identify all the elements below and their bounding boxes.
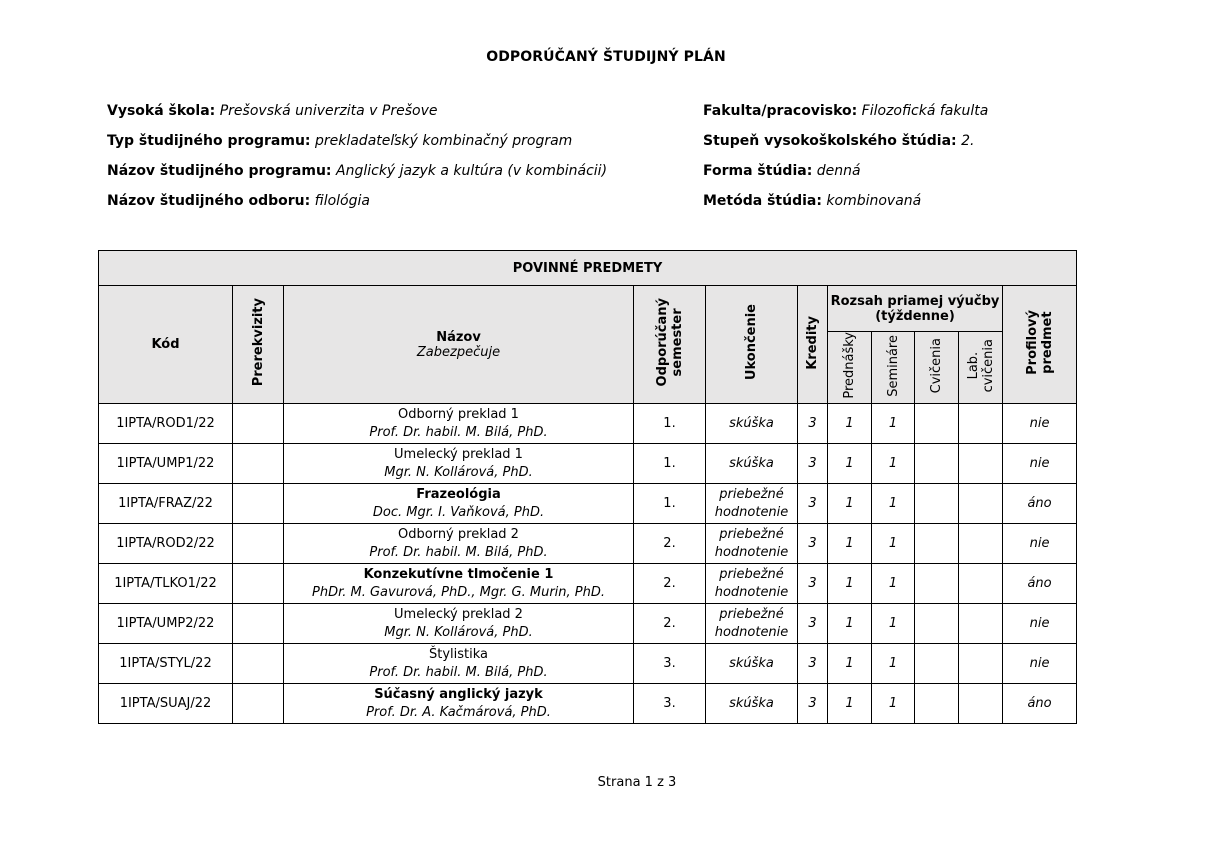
header-credits-label: Kredity (805, 315, 820, 370)
info-faculty (703, 100, 988, 130)
info-field (107, 190, 607, 220)
completion-line1: skúška (729, 455, 774, 471)
header-lab-line1: Lab. (965, 351, 981, 380)
table-row (99, 444, 1077, 484)
cell-semester: 1. (634, 404, 706, 444)
info-school (107, 100, 607, 130)
cell-profile: nie (1003, 604, 1077, 644)
header-name (284, 286, 634, 404)
course-name: Odborný preklad 1 (398, 406, 519, 422)
cell-seminars: 1 (872, 644, 915, 684)
cell-exercises (915, 644, 959, 684)
page-number: Strana 1 z 3 (597, 775, 677, 790)
cell-lectures: 1 (828, 524, 872, 564)
cell-credits: 3 (798, 484, 828, 524)
completion-line1: priebežné (719, 486, 784, 502)
cell-credits: 3 (798, 564, 828, 604)
completion-line2: hodnotenie (714, 624, 789, 640)
completion-line1: skúška (729, 695, 774, 711)
header-profile (1003, 286, 1077, 404)
cell-prereq (233, 604, 284, 644)
header-scope-line1: Rozsah priamej výučby (830, 293, 1000, 309)
cell-lectures: 1 (828, 444, 872, 484)
table-row (99, 684, 1077, 724)
cell-credits: 3 (798, 644, 828, 684)
cell-name (284, 484, 634, 524)
info-school-value: Prešovská univerzita v Prešove (219, 103, 438, 119)
info-form (703, 160, 988, 190)
cell-name (284, 444, 634, 484)
header-lab-label (966, 339, 996, 392)
cell-prereq (233, 444, 284, 484)
header-lectures-label: Prednášky (842, 332, 857, 399)
course-teacher: Doc. Mgr. I. Vaňková, PhD. (372, 504, 545, 520)
header-seminars-label: Semináre (885, 334, 901, 397)
table-row (99, 564, 1077, 604)
info-faculty-label: Fakulta/pracovisko: (703, 103, 858, 119)
cell-prereq (233, 684, 284, 724)
course-teacher: Mgr. N. Kollárová, PhD. (384, 624, 533, 640)
cell-completion (706, 404, 798, 444)
info-degree-label: Stupeň vysokoškolského štúdia: (703, 133, 957, 149)
cell-seminars: 1 (872, 484, 915, 524)
completion-line2: hodnotenie (714, 544, 789, 560)
completion-line2: hodnotenie (714, 504, 789, 520)
cell-name (284, 564, 634, 604)
info-degree (703, 130, 988, 160)
cell-lab (959, 404, 1003, 444)
info-right-column (703, 100, 988, 220)
cell-semester: 2. (634, 564, 706, 604)
info-field-label: Názov študijného odboru: (107, 193, 311, 209)
completion-line1: skúška (729, 415, 774, 431)
info-left-column (107, 100, 607, 220)
cell-credits: 3 (798, 604, 828, 644)
cell-exercises (915, 604, 959, 644)
cell-completion (706, 524, 798, 564)
info-method-value: kombinovaná (826, 193, 922, 209)
header-code: Kód (99, 286, 233, 404)
section-title: POVINNÉ PREDMETY (99, 251, 1077, 286)
cell-semester: 1. (634, 484, 706, 524)
cell-credits: 3 (798, 404, 828, 444)
cell-prereq (233, 644, 284, 684)
info-school-label: Vysoká škola: (107, 103, 216, 119)
info-field-value: filológia (314, 193, 370, 209)
cell-exercises (915, 524, 959, 564)
cell-seminars: 1 (872, 404, 915, 444)
info-degree-value: 2. (961, 133, 975, 149)
cell-prereq (233, 404, 284, 444)
cell-lab (959, 484, 1003, 524)
header-prereq (233, 286, 284, 404)
cell-code: 1IPTA/UMP2/22 (99, 604, 233, 644)
header-credits (798, 286, 828, 404)
cell-lab (959, 604, 1003, 644)
header-name-label: Názov (436, 329, 481, 345)
header-semester-line1: Odporúčaný (654, 298, 670, 387)
cell-lectures: 1 (828, 644, 872, 684)
header-scope (828, 286, 1003, 332)
info-method (703, 190, 988, 220)
cell-name (284, 684, 634, 724)
cell-seminars: 1 (872, 604, 915, 644)
cell-exercises (915, 404, 959, 444)
header-lab-line2: cvičenia (980, 338, 996, 393)
cell-semester: 2. (634, 524, 706, 564)
table-row (99, 644, 1077, 684)
course-name: Umelecký preklad 2 (394, 606, 523, 622)
cell-semester: 3. (634, 684, 706, 724)
table-row (99, 524, 1077, 564)
cell-profile: áno (1003, 564, 1077, 604)
cell-credits: 3 (798, 524, 828, 564)
info-form-value: denná (816, 163, 861, 179)
header-profile-line2: predmet (1039, 311, 1055, 374)
cell-prereq (233, 524, 284, 564)
header-semester-label (655, 298, 685, 386)
cell-name (284, 604, 634, 644)
cell-exercises (915, 684, 959, 724)
cell-lab (959, 684, 1003, 724)
cell-lab (959, 524, 1003, 564)
info-faculty-value: Filozofická fakulta (861, 103, 989, 119)
cell-semester: 2. (634, 604, 706, 644)
cell-profile: nie (1003, 524, 1077, 564)
cell-code: 1IPTA/TLKO1/22 (99, 564, 233, 604)
cell-seminars: 1 (872, 524, 915, 564)
header-name-sub: Zabezpečuje (416, 344, 501, 360)
header-completion (706, 286, 798, 404)
course-teacher: Prof. Dr. A. Kačmárová, PhD. (366, 704, 551, 720)
completion-line1: skúška (729, 655, 774, 671)
course-teacher: Prof. Dr. habil. M. Bilá, PhD. (369, 424, 548, 440)
course-teacher: PhDr. M. Gavurová, PhD., Mgr. G. Murin, PhD. (311, 584, 606, 600)
cell-code: 1IPTA/UMP1/22 (99, 444, 233, 484)
cell-semester: 3. (634, 644, 706, 684)
course-teacher: Prof. Dr. habil. M. Bilá, PhD. (369, 664, 548, 680)
course-name: Odborný preklad 2 (398, 526, 519, 542)
cell-name (284, 644, 634, 684)
header-semester (634, 286, 706, 404)
cell-exercises (915, 444, 959, 484)
cell-code: 1IPTA/ROD1/22 (99, 404, 233, 444)
header-profile-label (1025, 310, 1055, 375)
cell-profile: áno (1003, 484, 1077, 524)
cell-code: 1IPTA/SUAJ/22 (99, 684, 233, 724)
cell-semester: 1. (634, 444, 706, 484)
completion-line1: priebežné (719, 606, 784, 622)
info-form-label: Forma štúdia: (703, 163, 813, 179)
info-program-type-value: prekladateľský kombinačný program (314, 133, 573, 149)
table-body (99, 404, 1077, 724)
cell-code: 1IPTA/STYL/22 (99, 644, 233, 684)
cell-code: 1IPTA/FRAZ/22 (99, 484, 233, 524)
header-profile-line1: Profilový (1024, 310, 1040, 375)
completion-line1: priebežné (719, 566, 784, 582)
table-row (99, 604, 1077, 644)
cell-seminars: 1 (872, 444, 915, 484)
header-scope-line2: (týždenne) (875, 308, 955, 324)
cell-lectures: 1 (828, 684, 872, 724)
info-program-name-label: Názov študijného programu: (107, 163, 332, 179)
cell-exercises (915, 564, 959, 604)
course-name: Umelecký preklad 1 (394, 446, 523, 462)
cell-completion (706, 604, 798, 644)
cell-profile: áno (1003, 684, 1077, 724)
cell-completion (706, 684, 798, 724)
header-seminars (872, 332, 915, 404)
study-plan-table (98, 250, 1077, 724)
course-name: Štylistika (428, 646, 488, 662)
cell-completion (706, 484, 798, 524)
cell-lectures: 1 (828, 484, 872, 524)
cell-prereq (233, 564, 284, 604)
cell-profile: nie (1003, 404, 1077, 444)
cell-completion (706, 564, 798, 604)
cell-lectures: 1 (828, 564, 872, 604)
header-lectures (828, 332, 872, 404)
header-exercises (915, 332, 959, 404)
cell-credits: 3 (798, 684, 828, 724)
header-prereq-label: Prerekvizity (250, 298, 266, 387)
header-completion-label: Ukončenie (744, 304, 759, 381)
cell-lectures: 1 (828, 404, 872, 444)
document-title: ODPORÚČANÝ ŠTUDIJNÝ PLÁN (486, 49, 726, 65)
cell-code: 1IPTA/ROD2/22 (99, 524, 233, 564)
cell-completion (706, 644, 798, 684)
table-row (99, 484, 1077, 524)
cell-exercises (915, 484, 959, 524)
cell-lab (959, 644, 1003, 684)
course-teacher: Mgr. N. Kollárová, PhD. (384, 464, 533, 480)
info-program-type-label: Typ študijného programu: (107, 133, 311, 149)
cell-name (284, 404, 634, 444)
cell-seminars: 1 (872, 564, 915, 604)
cell-lab (959, 564, 1003, 604)
course-name: Súčasný anglický jazyk (374, 686, 543, 702)
cell-seminars: 1 (872, 684, 915, 724)
cell-profile: nie (1003, 444, 1077, 484)
cell-credits: 3 (798, 444, 828, 484)
header-exercises-label: Cvičenia (929, 337, 944, 394)
cell-prereq (233, 484, 284, 524)
course-name: Konzekutívne tlmočenie 1 (363, 566, 554, 582)
completion-line2: hodnotenie (714, 584, 789, 600)
header-semester-line2: semester (669, 308, 685, 377)
info-method-label: Metóda štúdia: (703, 193, 822, 209)
cell-name (284, 524, 634, 564)
table-row (99, 404, 1077, 444)
cell-lab (959, 444, 1003, 484)
course-name: Frazeológia (416, 486, 501, 502)
course-teacher: Prof. Dr. habil. M. Bilá, PhD. (369, 544, 548, 560)
info-program-type (107, 130, 607, 160)
completion-line1: priebežné (719, 526, 784, 542)
cell-profile: nie (1003, 644, 1077, 684)
header-lab (959, 332, 1003, 404)
cell-lectures: 1 (828, 604, 872, 644)
cell-completion (706, 444, 798, 484)
info-program-name (107, 160, 607, 190)
info-program-name-value: Anglický jazyk a kultúra (v kombinácii) (336, 163, 608, 179)
